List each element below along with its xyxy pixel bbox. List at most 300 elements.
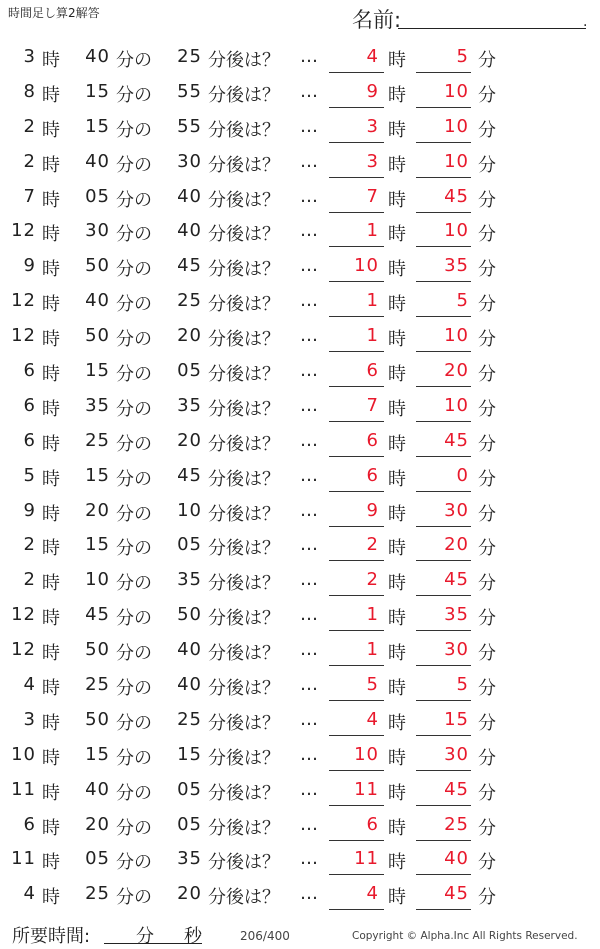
minute-of-label: 分の	[116, 503, 152, 525]
minute-of-label: 分の	[116, 712, 152, 734]
minute-of-label: 分の	[116, 119, 152, 141]
ellipsis: …	[300, 499, 318, 521]
problem-row	[0, 424, 600, 459]
answer-hour: 11	[354, 848, 379, 870]
minute-of-label: 分の	[116, 364, 152, 386]
start-hour: 9	[23, 499, 36, 521]
start-hour: 9	[23, 255, 36, 277]
answer-minute: 35	[444, 604, 469, 626]
minute-of-label: 分の	[116, 329, 152, 351]
minute-label: 分	[478, 573, 496, 595]
answer-minute: 10	[444, 150, 469, 172]
answer-hour: 2	[366, 569, 379, 591]
ellipsis: …	[300, 290, 318, 312]
answer-hour: 6	[366, 464, 379, 486]
hour-label: 時	[42, 817, 60, 839]
minutes-later-label: 分後は？	[208, 259, 280, 281]
start-hour: 4	[23, 674, 36, 696]
start-hour: 8	[23, 80, 36, 102]
hour-label: 時	[388, 224, 406, 246]
minutes-later-label: 分後は？	[208, 643, 280, 665]
minute-label: 分	[478, 84, 496, 106]
answer-minute-line[interactable]	[416, 212, 471, 213]
start-minute: 25	[85, 883, 110, 905]
start-hour: 7	[23, 185, 36, 207]
answer-hour: 4	[366, 883, 379, 905]
answer-hour: 1	[366, 220, 379, 242]
ellipsis: …	[300, 255, 318, 277]
answer-minute-line[interactable]	[416, 456, 471, 457]
problem-row	[0, 110, 600, 145]
minute-label: 分	[478, 259, 496, 281]
answer-minute-line[interactable]	[416, 874, 471, 875]
added-minutes: 40	[177, 185, 202, 207]
answer-minute: 20	[444, 360, 469, 382]
ellipsis: …	[300, 813, 318, 835]
answer-minute: 10	[444, 80, 469, 102]
hour-label: 時	[42, 608, 60, 630]
added-minutes: 15	[177, 743, 202, 765]
start-minute: 15	[85, 534, 110, 556]
answer-minute: 40	[444, 848, 469, 870]
answer-minute: 45	[444, 185, 469, 207]
minute-of-label: 分の	[116, 678, 152, 700]
minute-label: 分	[478, 50, 496, 71]
problem-row	[0, 842, 600, 877]
answer-hour-line[interactable]	[329, 421, 384, 422]
start-minute: 30	[85, 220, 110, 242]
answer-hour: 6	[366, 429, 379, 451]
minute-of-label: 分の	[116, 887, 152, 909]
answer-minute: 15	[444, 708, 469, 730]
hour-label: 時	[388, 573, 406, 595]
minutes-later-label: 分後は？	[208, 329, 280, 351]
answer-hour-line[interactable]	[329, 735, 384, 736]
minutes-later-label: 分後は？	[208, 364, 280, 386]
answer-hour: 6	[366, 360, 379, 382]
answer-minute: 20	[444, 534, 469, 556]
start-minute: 50	[85, 255, 110, 277]
ellipsis: …	[300, 848, 318, 870]
minute-label: 分	[478, 817, 496, 839]
answer-hour: 5	[366, 674, 379, 696]
start-minute: 40	[85, 290, 110, 312]
answer-hour-line[interactable]	[329, 874, 384, 875]
answer-minute-line[interactable]	[416, 316, 471, 317]
added-minutes: 30	[177, 150, 202, 172]
hour-label: 時	[42, 189, 60, 211]
start-minute: 25	[85, 674, 110, 696]
answer-hour-line[interactable]	[329, 840, 384, 841]
start-minute: 40	[85, 46, 110, 67]
answer-minute-line[interactable]	[416, 526, 471, 527]
answer-minute: 10	[444, 220, 469, 242]
added-minutes: 40	[177, 220, 202, 242]
ellipsis: …	[300, 429, 318, 451]
answer-hour: 7	[366, 185, 379, 207]
hour-label: 時	[42, 643, 60, 665]
answer-hour-line[interactable]	[329, 909, 384, 910]
hour-label: 時	[42, 84, 60, 106]
problem-row	[0, 598, 600, 633]
required-time-minutes-label: 分	[136, 926, 154, 947]
hour-label: 時	[388, 433, 406, 455]
answer-minute-line[interactable]	[416, 630, 471, 631]
start-minute: 05	[85, 185, 110, 207]
answer-minute: 45	[444, 569, 469, 591]
ellipsis: …	[300, 360, 318, 382]
start-minute: 15	[85, 743, 110, 765]
answer-minute-line[interactable]	[416, 665, 471, 666]
hour-label: 時	[42, 259, 60, 281]
minutes-later-label: 分後は？	[208, 154, 280, 176]
minute-of-label: 分の	[116, 224, 152, 246]
answer-hour-line[interactable]	[329, 212, 384, 213]
hour-label: 時	[42, 294, 60, 316]
start-minute: 20	[85, 813, 110, 835]
added-minutes: 55	[177, 80, 202, 102]
problem-row	[0, 738, 600, 773]
answer-minute: 45	[444, 778, 469, 800]
hour-label: 時	[42, 747, 60, 769]
answer-hour: 1	[366, 604, 379, 626]
added-minutes: 35	[177, 569, 202, 591]
added-minutes: 05	[177, 778, 202, 800]
minutes-later-label: 分後は？	[208, 294, 280, 316]
minutes-later-label: 分後は？	[208, 887, 280, 909]
answer-hour-line[interactable]	[329, 177, 384, 178]
answer-minute-line[interactable]	[416, 421, 471, 422]
start-hour: 6	[23, 360, 36, 382]
ellipsis: …	[300, 778, 318, 800]
minutes-later-label: 分後は？	[208, 119, 280, 141]
answer-hour-line[interactable]	[329, 316, 384, 317]
minutes-later-label: 分後は？	[208, 468, 280, 490]
ellipsis: …	[300, 115, 318, 137]
minute-label: 分	[478, 503, 496, 525]
problem-list	[0, 40, 600, 912]
minute-of-label: 分の	[116, 468, 152, 490]
start-minute: 10	[85, 569, 110, 591]
added-minutes: 20	[177, 883, 202, 905]
start-minute: 15	[85, 360, 110, 382]
added-minutes: 20	[177, 429, 202, 451]
problem-row	[0, 389, 600, 424]
problem-row	[0, 773, 600, 808]
answer-minute: 45	[444, 883, 469, 905]
minute-of-label: 分の	[116, 782, 152, 804]
answer-hour: 1	[366, 325, 379, 347]
problem-row	[0, 494, 600, 529]
hour-label: 時	[42, 678, 60, 700]
minute-label: 分	[478, 364, 496, 386]
minutes-later-label: 分後は？	[208, 782, 280, 804]
minute-of-label: 分の	[116, 852, 152, 874]
answer-minute: 0	[456, 464, 469, 486]
minute-label: 分	[478, 643, 496, 665]
minutes-later-label: 分後は？	[208, 573, 280, 595]
minute-label: 分	[478, 678, 496, 700]
hour-label: 時	[388, 503, 406, 525]
problem-row	[0, 75, 600, 110]
answer-hour-line[interactable]	[329, 665, 384, 666]
ellipsis: …	[300, 743, 318, 765]
hour-label: 時	[388, 678, 406, 700]
answer-minute: 5	[456, 46, 469, 67]
ellipsis: …	[300, 639, 318, 661]
answer-minute-line[interactable]	[416, 560, 471, 561]
hour-label: 時	[42, 538, 60, 560]
added-minutes: 55	[177, 115, 202, 137]
added-minutes: 50	[177, 604, 202, 626]
answer-hour-line[interactable]	[329, 595, 384, 596]
ellipsis: …	[300, 46, 318, 67]
start-hour: 3	[23, 708, 36, 730]
start-hour: 5	[23, 464, 36, 486]
ellipsis: …	[300, 325, 318, 347]
answer-minute: 30	[444, 639, 469, 661]
start-hour: 2	[23, 569, 36, 591]
answer-minute-line[interactable]	[416, 386, 471, 387]
minute-label: 分	[478, 712, 496, 734]
minute-label: 分	[478, 398, 496, 420]
answer-hour-line[interactable]	[329, 805, 384, 806]
problem-row	[0, 808, 600, 843]
start-hour: 12	[11, 604, 36, 626]
problem-row	[0, 249, 600, 284]
ellipsis: …	[300, 708, 318, 730]
hour-label: 時	[388, 643, 406, 665]
minute-of-label: 分の	[116, 747, 152, 769]
minute-of-label: 分の	[116, 643, 152, 665]
minute-label: 分	[478, 329, 496, 351]
hour-label: 時	[388, 364, 406, 386]
problem-row	[0, 40, 600, 75]
answer-minute: 10	[444, 115, 469, 137]
answer-hour: 1	[366, 290, 379, 312]
added-minutes: 05	[177, 360, 202, 382]
name-label: 名前:	[352, 8, 402, 32]
added-minutes: 40	[177, 674, 202, 696]
problem-row	[0, 214, 600, 249]
answer-minute: 5	[456, 674, 469, 696]
answer-hour: 3	[366, 150, 379, 172]
hour-label: 時	[388, 294, 406, 316]
minute-label: 分	[478, 224, 496, 246]
start-minute: 35	[85, 394, 110, 416]
answer-hour-line[interactable]	[329, 72, 384, 73]
minute-of-label: 分の	[116, 259, 152, 281]
answer-hour: 10	[354, 255, 379, 277]
answer-minute-line[interactable]	[416, 177, 471, 178]
answer-hour-line[interactable]	[329, 526, 384, 527]
answer-minute: 35	[444, 255, 469, 277]
minutes-later-label: 分後は？	[208, 189, 280, 211]
minutes-later-label: 分後は？	[208, 608, 280, 630]
answer-hour-line[interactable]	[329, 281, 384, 282]
problem-row	[0, 528, 600, 563]
hour-label: 時	[42, 224, 60, 246]
start-minute: 50	[85, 639, 110, 661]
hour-label: 時	[42, 433, 60, 455]
minute-label: 分	[478, 747, 496, 769]
start-hour: 2	[23, 534, 36, 556]
hour-label: 時	[388, 154, 406, 176]
minutes-later-label: 分後は？	[208, 538, 280, 560]
answer-hour-line[interactable]	[329, 246, 384, 247]
minute-of-label: 分の	[116, 294, 152, 316]
start-hour: 6	[23, 813, 36, 835]
hour-label: 時	[388, 259, 406, 281]
minutes-later-label: 分後は？	[208, 747, 280, 769]
minutes-later-label: 分後は？	[208, 817, 280, 839]
answer-minute-line[interactable]	[416, 735, 471, 736]
start-hour: 11	[11, 778, 36, 800]
added-minutes: 05	[177, 534, 202, 556]
answer-hour: 2	[366, 534, 379, 556]
ellipsis: …	[300, 80, 318, 102]
minute-of-label: 分の	[116, 608, 152, 630]
problem-row	[0, 877, 600, 912]
answer-minute-line[interactable]	[416, 491, 471, 492]
start-minute: 50	[85, 325, 110, 347]
start-hour: 2	[23, 150, 36, 172]
added-minutes: 45	[177, 255, 202, 277]
answer-hour-line[interactable]	[329, 700, 384, 701]
answer-minute-line[interactable]	[416, 840, 471, 841]
start-hour: 4	[23, 883, 36, 905]
start-hour: 12	[11, 639, 36, 661]
hour-label: 時	[42, 782, 60, 804]
answer-minute-line[interactable]	[416, 246, 471, 247]
added-minutes: 05	[177, 813, 202, 835]
answer-minute: 25	[444, 813, 469, 835]
problem-row	[0, 354, 600, 389]
answer-hour: 7	[366, 394, 379, 416]
problem-row	[0, 703, 600, 738]
answer-minute-line[interactable]	[416, 909, 471, 910]
minute-of-label: 分の	[116, 84, 152, 106]
added-minutes: 25	[177, 46, 202, 67]
minute-label: 分	[478, 154, 496, 176]
start-hour: 2	[23, 115, 36, 137]
answer-hour-line[interactable]	[329, 351, 384, 352]
answer-hour-line[interactable]	[329, 491, 384, 492]
answer-hour-line[interactable]	[329, 142, 384, 143]
answer-minute-line[interactable]	[416, 700, 471, 701]
hour-label: 時	[42, 887, 60, 909]
minute-label: 分	[478, 608, 496, 630]
ellipsis: …	[300, 464, 318, 486]
hour-label: 時	[42, 503, 60, 525]
hour-label: 時	[42, 398, 60, 420]
hour-label: 時	[388, 538, 406, 560]
added-minutes: 35	[177, 848, 202, 870]
answer-hour-line[interactable]	[329, 560, 384, 561]
start-hour: 10	[11, 743, 36, 765]
answer-hour: 9	[366, 499, 379, 521]
answer-minute: 10	[444, 394, 469, 416]
hour-label: 時	[388, 608, 406, 630]
hour-label: 時	[42, 573, 60, 595]
hour-label: 時	[42, 712, 60, 734]
answer-minute-line[interactable]	[416, 142, 471, 143]
answer-hour-line[interactable]	[329, 630, 384, 631]
answer-hour: 4	[366, 46, 379, 67]
answer-minute: 30	[444, 743, 469, 765]
problem-row	[0, 319, 600, 354]
minutes-later-label: 分後は？	[208, 224, 280, 246]
hour-label: 時	[388, 398, 406, 420]
problem-row	[0, 633, 600, 668]
problem-row	[0, 459, 600, 494]
answer-minute-line[interactable]	[416, 805, 471, 806]
minute-label: 分	[478, 119, 496, 141]
ellipsis: …	[300, 604, 318, 626]
name-field-line[interactable]	[398, 28, 586, 29]
minute-of-label: 分の	[116, 817, 152, 839]
problem-row	[0, 668, 600, 703]
problem-row	[0, 284, 600, 319]
minute-label: 分	[478, 189, 496, 211]
start-minute: 20	[85, 499, 110, 521]
hour-label: 時	[388, 468, 406, 490]
minutes-later-label: 分後は？	[208, 678, 280, 700]
added-minutes: 40	[177, 639, 202, 661]
ellipsis: …	[300, 150, 318, 172]
answer-hour-line[interactable]	[329, 107, 384, 108]
answer-minute-line[interactable]	[416, 770, 471, 771]
start-minute: 50	[85, 708, 110, 730]
answer-minute: 10	[444, 325, 469, 347]
start-hour: 12	[11, 290, 36, 312]
minute-of-label: 分の	[116, 538, 152, 560]
minutes-later-label: 分後は？	[208, 50, 280, 71]
start-minute: 15	[85, 464, 110, 486]
minutes-later-label: 分後は？	[208, 398, 280, 420]
hour-label: 時	[42, 468, 60, 490]
answer-hour-line[interactable]	[329, 456, 384, 457]
added-minutes: 45	[177, 464, 202, 486]
problem-row	[0, 145, 600, 180]
answer-hour-line[interactable]	[329, 770, 384, 771]
answer-hour-line[interactable]	[329, 386, 384, 387]
answer-minute-line[interactable]	[416, 281, 471, 282]
worksheet-title: 時間足し算2解答	[8, 6, 100, 20]
start-hour: 11	[11, 848, 36, 870]
added-minutes: 25	[177, 290, 202, 312]
start-minute: 45	[85, 604, 110, 626]
start-minute: 05	[85, 848, 110, 870]
copyright: Copyright © Alpha.Inc All Rights Reserved.	[352, 930, 578, 942]
minute-label: 分	[478, 294, 496, 316]
minute-label: 分	[478, 887, 496, 909]
required-time-label: 所要時間:	[12, 926, 91, 947]
answer-minute-line[interactable]	[416, 351, 471, 352]
ellipsis: …	[300, 534, 318, 556]
answer-hour: 1	[366, 639, 379, 661]
hour-label: 時	[388, 747, 406, 769]
answer-minute-line[interactable]	[416, 72, 471, 73]
added-minutes: 20	[177, 325, 202, 347]
answer-minute-line[interactable]	[416, 595, 471, 596]
answer-minute-line[interactable]	[416, 107, 471, 108]
minute-of-label: 分の	[116, 573, 152, 595]
answer-minute: 5	[456, 290, 469, 312]
start-minute: 15	[85, 80, 110, 102]
minute-label: 分	[478, 782, 496, 804]
minutes-later-label: 分後は？	[208, 712, 280, 734]
